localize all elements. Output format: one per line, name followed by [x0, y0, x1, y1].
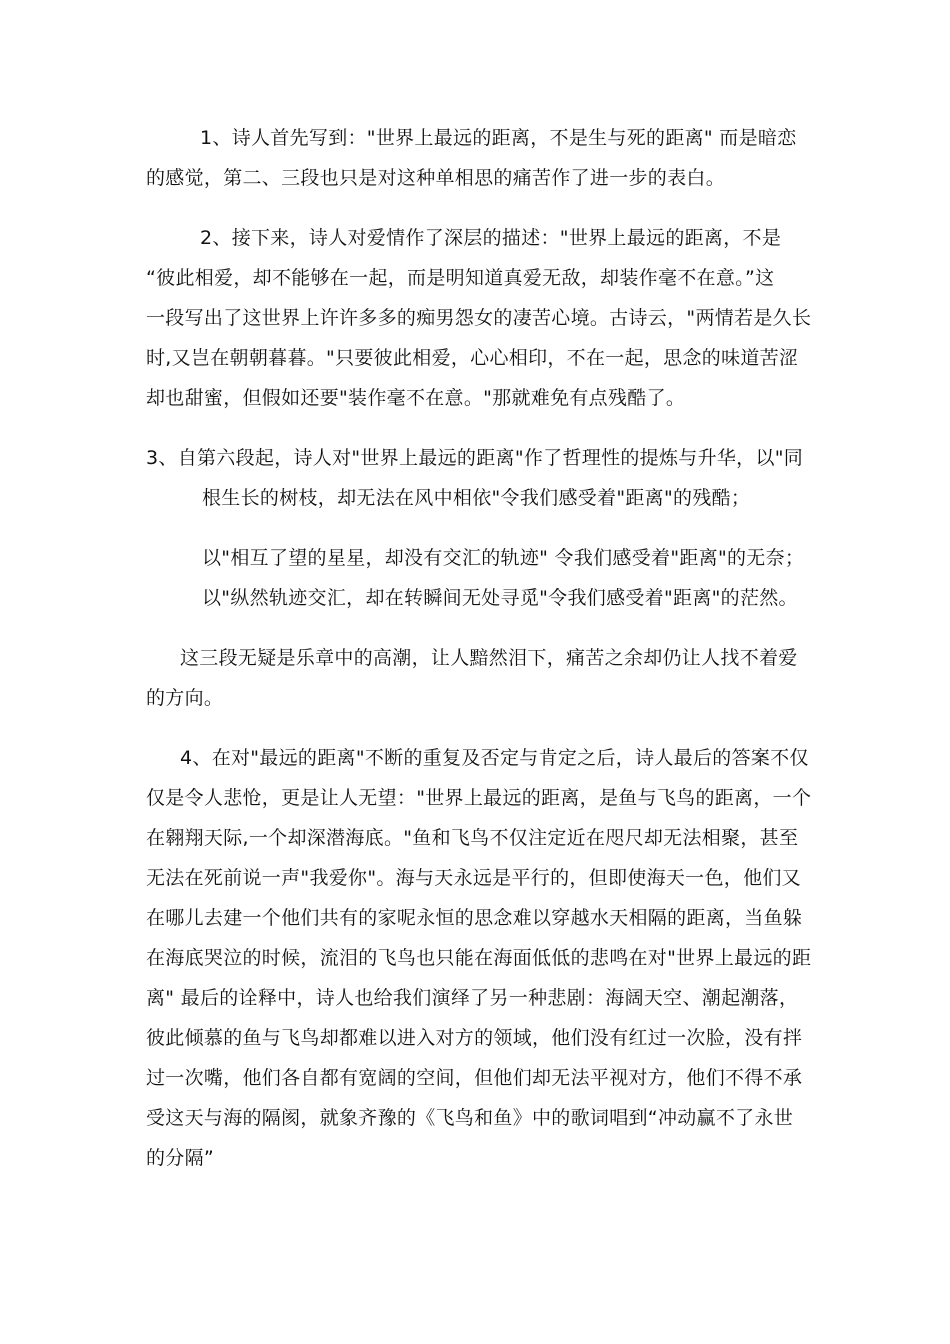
paragraph-6-line-10: 受这天与海的隔阂，就象齐豫的《飞鸟和鱼》中的歌词唱到“冲动赢不了永世 — [146, 1107, 794, 1129]
paragraph-4-line-1: 以"相互了望的星星，却没有交汇的轨迹" 令我们感受着"距离"的无奈； — [202, 547, 805, 569]
paragraph-4-line-2: 以"纵然轨迹交汇，却在转瞬间无处寻觅"令我们感受着"距离"的茫然。 — [202, 587, 798, 609]
paragraph-6-line-8: 彼此倾慕的鱼与飞鸟却都难以进入对方的领域，他们没有红过一次脸，没有拌 — [146, 1027, 803, 1049]
paragraph-2-line-2: “彼此相爱，却不能够在一起，而是明知道真爱无敌，却装作毫不在意。”这 — [146, 267, 775, 289]
paragraph-5-line-2: 的方向。 — [146, 687, 224, 709]
paragraph-6-line-3: 在翱翔天际,一个却深潜海底。"鱼和飞鸟不仅注定近在咫尺却无法相聚，甚至 — [146, 827, 799, 849]
paragraph-2-line-5: 却也甜蜜，但假如还要"装作毫不在意。"那就难免有点残酷了。 — [146, 387, 686, 409]
paragraph-3-line-1: 3、自第六段起，诗人对"世界上最远的距离"作了哲理性的提炼与升华，以"同 — [146, 447, 804, 469]
paragraph-1-line-1: 1、诗人首先写到："世界上最远的距离，不是生与死的距离" 而是暗恋 — [200, 127, 797, 149]
paragraph-6-line-4: 无法在死前说一声"我爱你"。海与天永远是平行的，但即使海天一色，他们又 — [146, 867, 801, 889]
paragraph-3-line-2: 根生长的树枝，却无法在风中相依"令我们感受着"距离"的残酷； — [202, 487, 751, 509]
paragraph-2-line-3: 一段写出了这世界上许许多多的痴男怨女的凄苦心境。古诗云，"两情若是久长 — [146, 307, 812, 329]
paragraph-6-line-11: 的分隔” — [146, 1147, 215, 1169]
paragraph-1-line-2: 的感觉，第二、三段也只是对这种单相思的痛苦作了进一步的表白。 — [146, 167, 726, 189]
paragraph-6-line-2: 仅是令人悲怆，更是让人无望："世界上最远的距离，是鱼与飞鸟的距离，一个 — [146, 787, 812, 809]
paragraph-6-line-6: 在海底哭泣的时候，流泪的飞鸟也只能在海面低低的悲鸣在对"世界上最远的距 — [146, 947, 812, 969]
paragraph-2-line-4: 时,又岂在朝朝暮暮。"只要彼此相爱，心心相印，不在一起，思念的味道苦涩 — [146, 347, 799, 369]
paragraph-6-line-9: 过一次嘴，他们各自都有宽阔的空间，但他们却无法平视对方，他们不得不承 — [146, 1067, 803, 1089]
paragraph-6-line-1: 4、在对"最远的距离"不断的重复及否定与肯定之后，诗人最后的答案不仅 — [180, 747, 809, 769]
paragraph-6-line-5: 在哪儿去建一个他们共有的家呢永恒的思念难以穿越水天相隔的距离，当鱼躲 — [146, 907, 803, 929]
paragraph-5-line-1: 这三段无疑是乐章中的高潮，让人黯然泪下，痛苦之余却仍让人找不着爱 — [180, 647, 798, 669]
paragraph-6-line-7: 离" 最后的诠释中，诗人也给我们演绎了另一种悲剧：海阔天空、潮起潮落， — [146, 987, 799, 1009]
paragraph-2-line-1: 2、接下来，诗人对爱情作了深层的描述："世界上最远的距离，不是 — [200, 227, 782, 249]
